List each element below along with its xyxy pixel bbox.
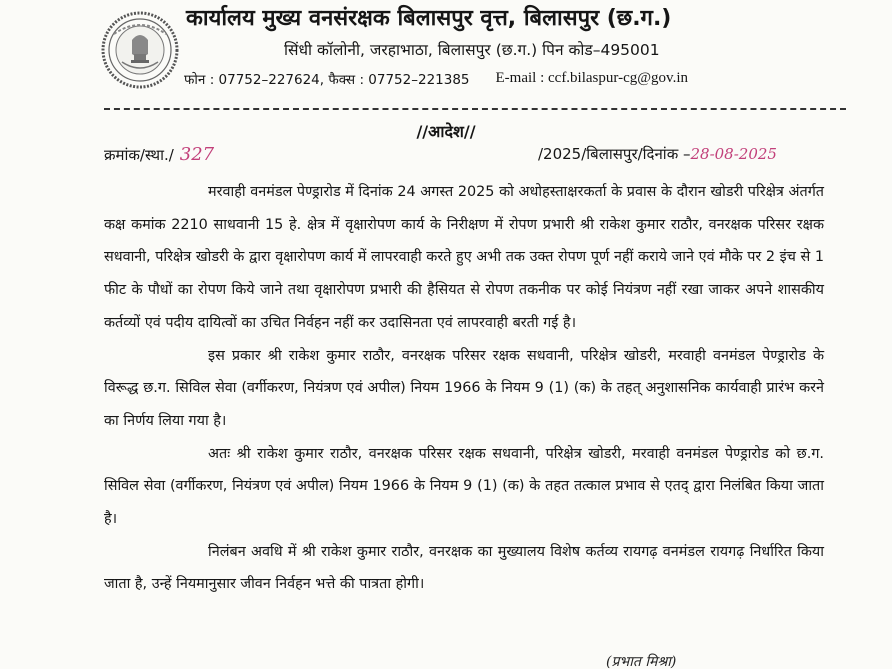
paragraph-1: मरवाही वनमंडल पेण्ड्रारोड में दिनांक 24 अगस्त 2025 को अधोहस्ताक्षरकर्ता के प्रवास के दौरान खोडरी परिक्षेत्र अंतर्गत कक्ष कमांक 2210 साधवानी 15 हे. क्षेत्र में वृक्षारोपण कार्य के निरीक्षण में रोपण प्रभारी श्री राकेश कुमार राठौर, वनरक्षक परिसर रक्षक सधवानी, परिक्षेत्र खोडरी के द्वारा वृक्षारोपण कार्य में लापरवाही करते हुए अभी तक उक्त रोपण पूर्ण नहीं कराये जाने एवं मौके पर 2 इंच से 1 फीट के पौधों का रोपण किये जाने तथा वृक्षारोपण प्रभारी की हैसियत से रोपण तकनीक पर कोई नियंत्रण नहीं रखा जाकर अपने शासकीय कर्तव्यों एवं पदीय दायित्वों का उचित निर्वहन नहीं कर उदासिनता एवं लापरवाही बरती गई है।: [104, 184, 824, 331]
order-body: [104, 176, 824, 601]
government-emblem-seal-icon: [100, 10, 180, 90]
date-label: /2025/बिलासपुर/दिनांक –: [538, 145, 691, 163]
contact-line: [184, 70, 688, 88]
office-address: सिंधी कॉलोनी, जरहाभाठा, बिलासपुर (छ.ग.) पिन कोड–495001: [284, 41, 660, 59]
reference-line: [104, 144, 214, 165]
email-address: E-mail : ccf.bilaspur-cg@gov.in: [495, 70, 688, 86]
signature: (प्रभात मिश्रा): [606, 654, 677, 669]
date-value: 28-08-2025: [690, 145, 777, 163]
office-title: कार्यालय मुख्य वनसंरक्षक बिलासपुर वृत्त, बिलासपुर (छ.ग.): [186, 6, 672, 31]
order-heading: //आदेश//: [416, 122, 476, 141]
paragraph-2: इस प्रकार श्री राकेश कुमार राठौर, वनरक्षक परिसर रक्षक सधवानी, परिक्षेत्र खोडरी, मरवाही वनमंडल पेण्ड्रारोड के विरूद्ध छ.ग. सिविल सेवा (वर्गीकरण, नियंत्रण एवं अपील) नियम 1966 के नियम 9 (1) (क) के तहत् अनुशासनिक कार्यवाही प्रारंभ करने का निर्णय लिया गया है।: [104, 347, 824, 429]
header-divider: [104, 108, 846, 110]
reference-number: 327: [179, 144, 215, 165]
paragraph-4: निलंबन अवधि में श्री राकेश कुमार राठौर, वनरक्षक का मुख्यालय विशेष कर्तव्य रायगढ़ वनमंडल रायगढ़ निर्धारित किया जाता है, उन्हें नियमानुसार जीवन निर्वहन भत्ते की पात्रता होगी।: [104, 543, 824, 593]
reference-label: क्रमांक/स्था./: [104, 146, 174, 164]
phone-fax: फोन : 07752–227624, फैक्स : 07752–221385: [184, 72, 470, 88]
paragraph-3: अतः श्री राकेश कुमार राठौर, वनरक्षक परिसर रक्षक सधवानी, परिक्षेत्र खोडरी, मरवाही वनमंडल पेण्ड्रारोड को छ.ग. सिविल सेवा (वर्गीकरण, नियंत्रण एवं अपील) नियम 1966 के नियम 9 (1) (क) के तहत तत्काल प्रभाव से एतद् द्वारा निलंबित किया जाता है।: [104, 445, 824, 528]
date-line: [538, 144, 777, 164]
